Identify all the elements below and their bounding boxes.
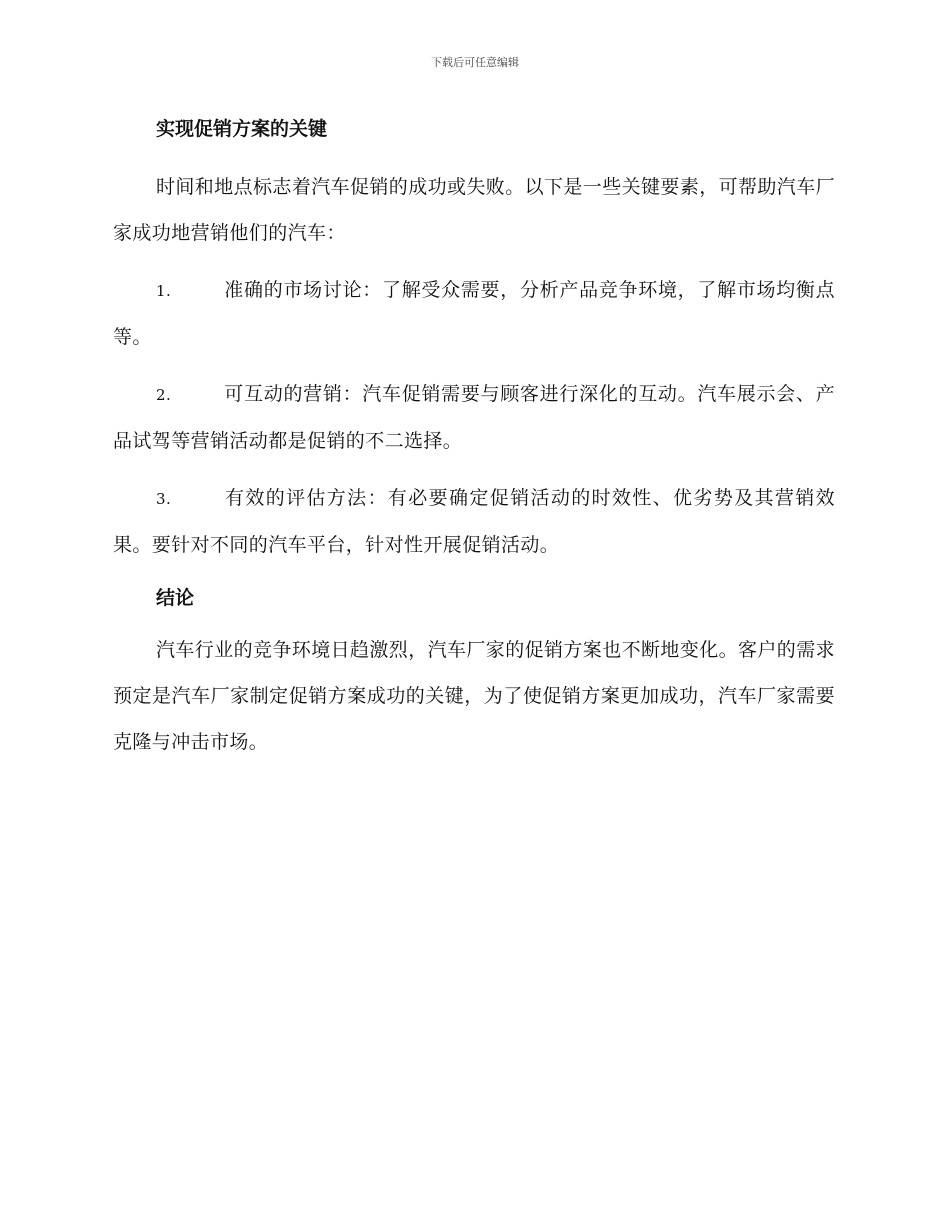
list-item [113, 371, 835, 464]
header-note: 下载后可任意编辑 [431, 56, 519, 69]
list-item [113, 267, 835, 360]
list-item-text: 准确的市场讨论：了解受众需要，分析产品竞争环境，了解市场均衡点等。 [113, 279, 835, 348]
list-number: 2. [156, 386, 172, 404]
list-number: 1. [156, 282, 172, 300]
list-item-text: 有效的评估方法：有必要确定促销活动的时效性、优劣势及其营销效果。要针对不同的汽车平台，针对性开展促销活动。 [113, 487, 835, 556]
conclusion-paragraph: 汽车行业的竞争环境日趋激烈，汽车厂家的促销方案也不断地变化。客户的需求预定是汽车厂家制定促销方案成功的关键，为了使促销方案更加成功，汽车厂家需要克隆与冲击市场。 [113, 639, 836, 753]
intro-paragraph: 时间和地点标志着汽车促销的成功或失败。以下是一些关键要素，可帮助汽车厂家成功地营销他们的汽车： [113, 176, 836, 244]
list-number: 3. [156, 490, 172, 508]
section-heading-keys: 实现促销方案的关键 [156, 118, 328, 140]
list-item [113, 475, 835, 568]
document-body [113, 112, 835, 765]
list-item-text: 可互动的营销：汽车促销需要与顾客进行深化的互动。汽车展示会、产品试驾等营销活动都是促销的不二选择。 [113, 383, 835, 452]
section-heading-conclusion: 结论 [156, 587, 195, 609]
